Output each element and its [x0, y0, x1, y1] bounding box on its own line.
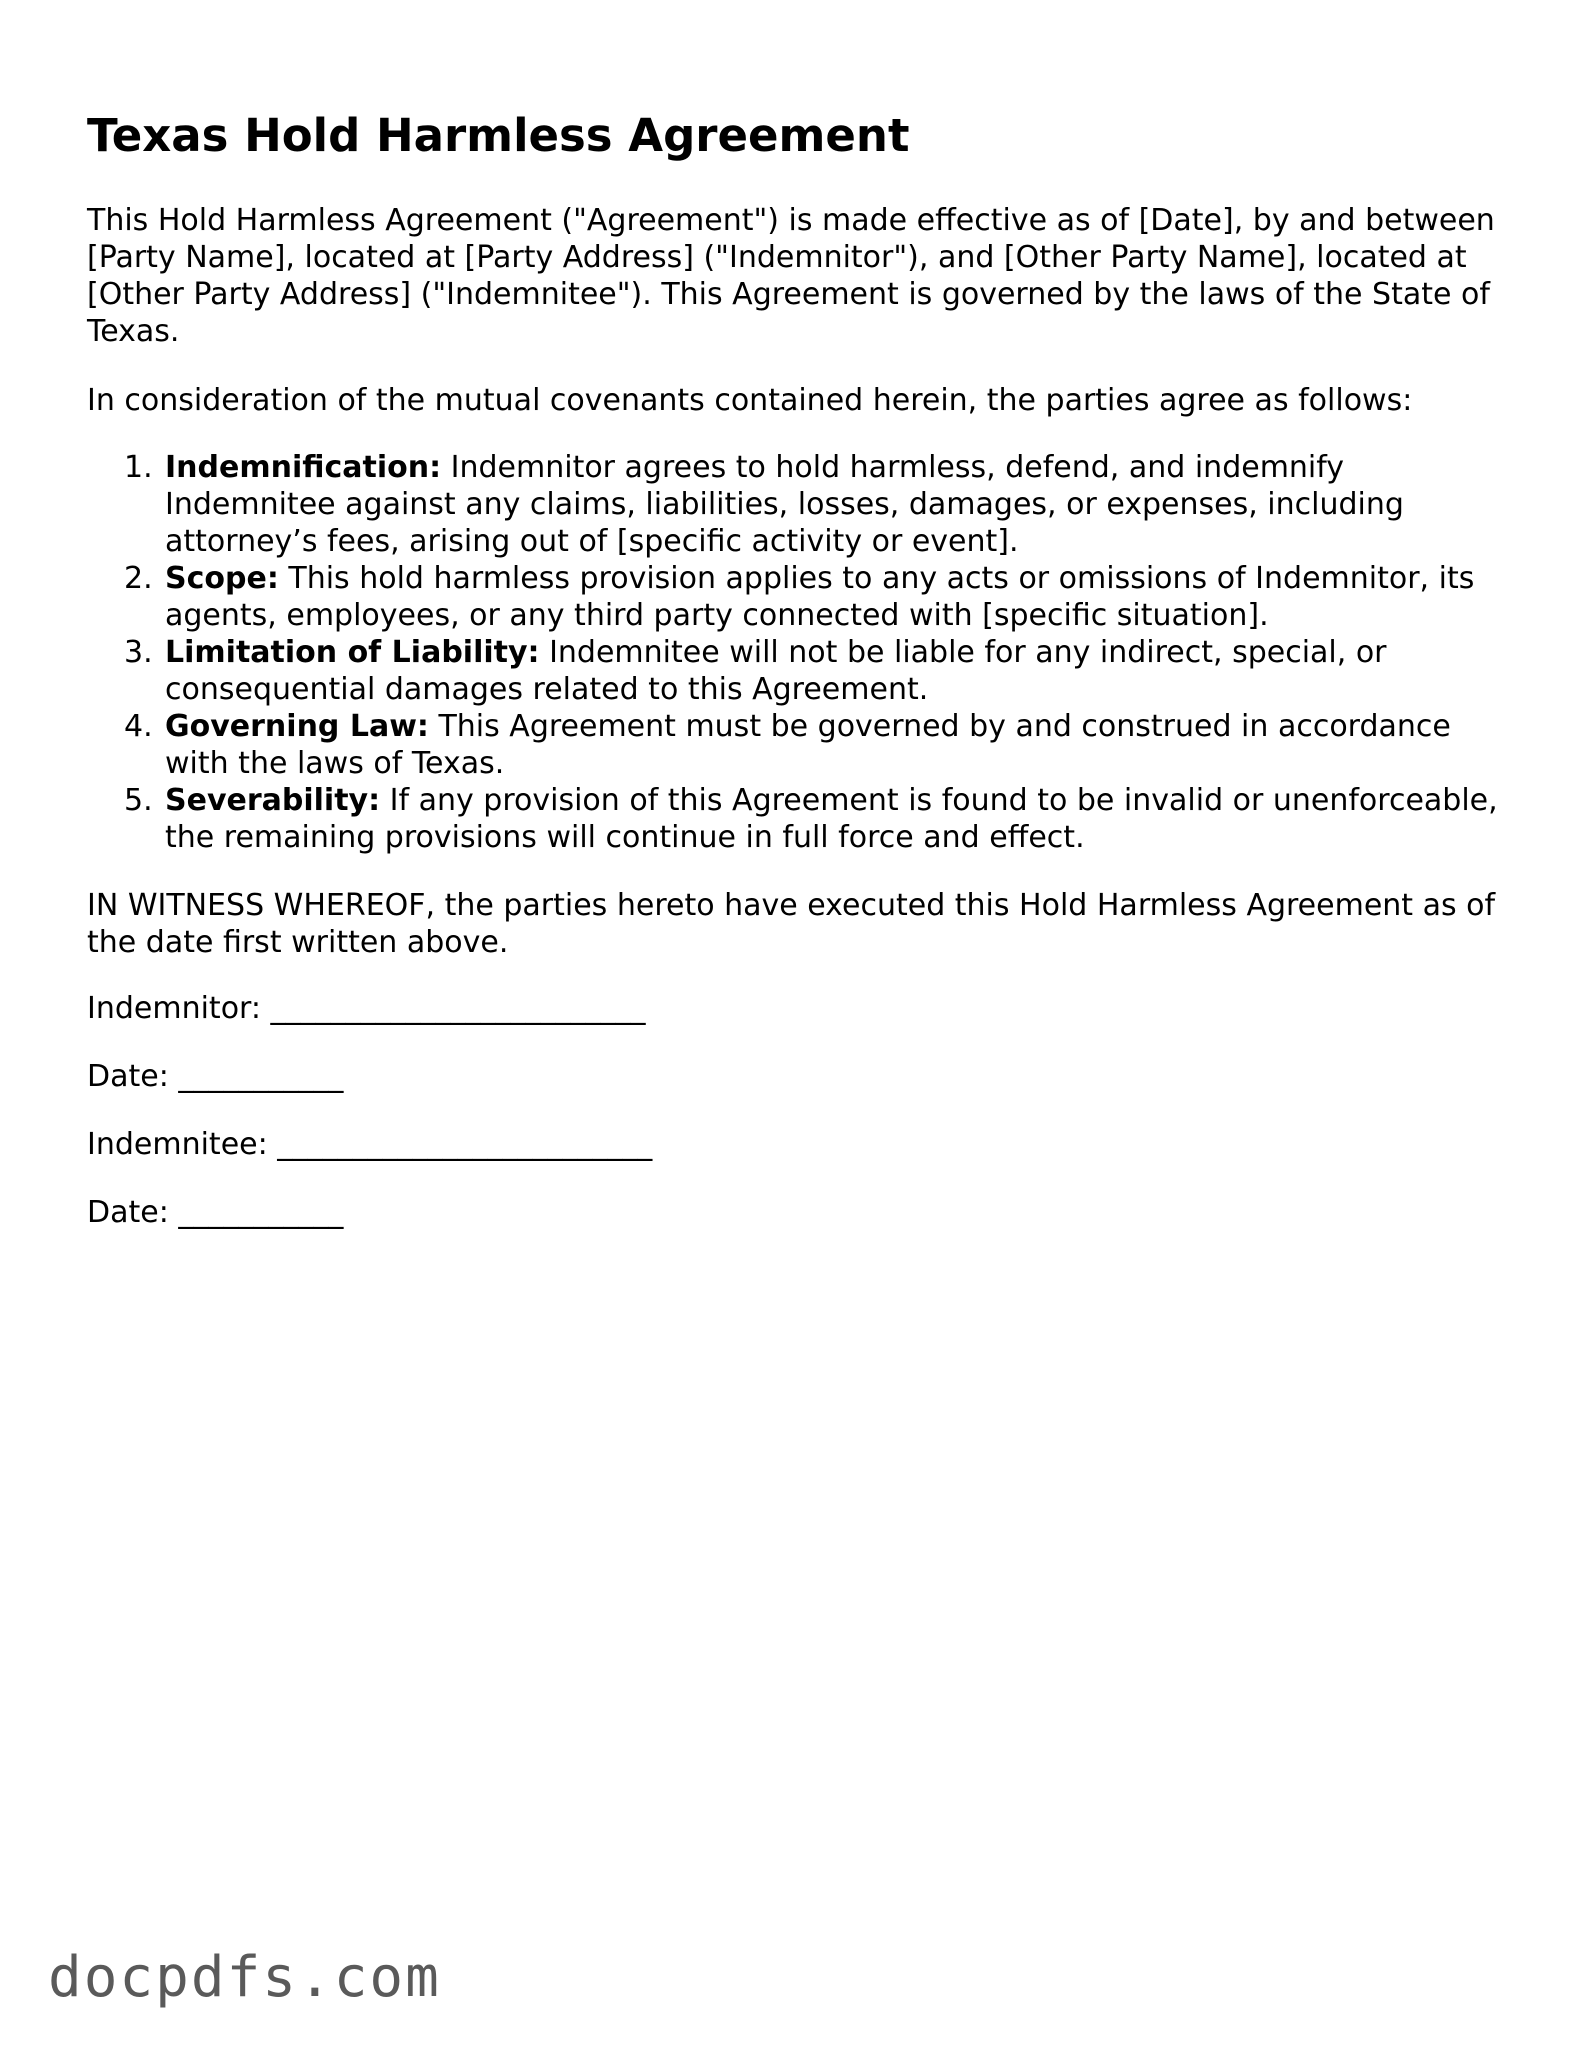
indemnitor-date-line: Date: ___________ — [87, 1059, 344, 1094]
term-heading: Severability: — [165, 783, 381, 818]
term-heading: Limitation of Liability: — [165, 635, 540, 670]
term-item-limitation-of-liability — [87, 634, 1517, 708]
term-number: 4. — [124, 709, 153, 744]
term-text: This Agreement must be governed by and construed in accordance with the laws of Texas. — [165, 709, 1451, 781]
term-number: 5. — [124, 783, 153, 818]
term-item-severability — [87, 782, 1517, 856]
indemnitee-signature-line: Indemnitee: _________________________ — [87, 1127, 653, 1162]
term-item-scope — [87, 560, 1517, 634]
witness-paragraph: IN WITNESS WHEREOF, the parties hereto have executed this Hold Harmless Agreement as of the date first written above. — [87, 888, 1496, 960]
term-text: This hold harmless provision applies to any acts or omissions of Indemnitor, its agents, employees, or any third party connected with [specific situation]. — [165, 561, 1475, 633]
intro-paragraph: This Hold Harmless Agreement ("Agreement") is made effective as of [Date], by and between [Party Name], located at [Party Address] ("Indemnitor"), and [Other Party Name], located at [Other Party Address] ("Indemnitee"). This Agreement is governed by the laws of the State of Texas. — [87, 203, 1495, 349]
term-number: 3. — [124, 635, 153, 670]
term-number: 1. — [124, 450, 153, 485]
terms-list — [87, 449, 1517, 856]
term-text: If any provision of this Agreement is found to be invalid or unenforceable, the remaining provisions will continue in full force and effect. — [165, 783, 1498, 855]
consideration-paragraph: In consideration of the mutual covenants contained herein, the parties agree as follows: — [87, 383, 1413, 418]
indemnitor-signature-line: Indemnitor: _________________________ — [87, 991, 646, 1026]
term-text: Indemnitee will not be liable for any indirect, special, or consequential damages related to this Agreement. — [165, 635, 1387, 707]
indemnitee-date-line: Date: ___________ — [87, 1195, 344, 1230]
term-text: Indemnitor agrees to hold harmless, defend, and indemnify Indemnitee against any claims, liabilities, losses, damages, or expenses, including attorney’s fees, arising out of [specific activity or event]. — [165, 450, 1404, 559]
term-item-indemnification — [87, 449, 1517, 560]
document-title: Texas Hold Harmless Agreement — [87, 109, 910, 162]
term-heading: Indemnification: — [165, 450, 442, 485]
term-heading: Scope: — [165, 561, 279, 596]
term-item-governing-law — [87, 708, 1517, 782]
term-number: 2. — [124, 561, 153, 596]
watermark-logo: docpdfs.com — [48, 1945, 441, 2010]
term-heading: Governing Law: — [165, 709, 429, 744]
